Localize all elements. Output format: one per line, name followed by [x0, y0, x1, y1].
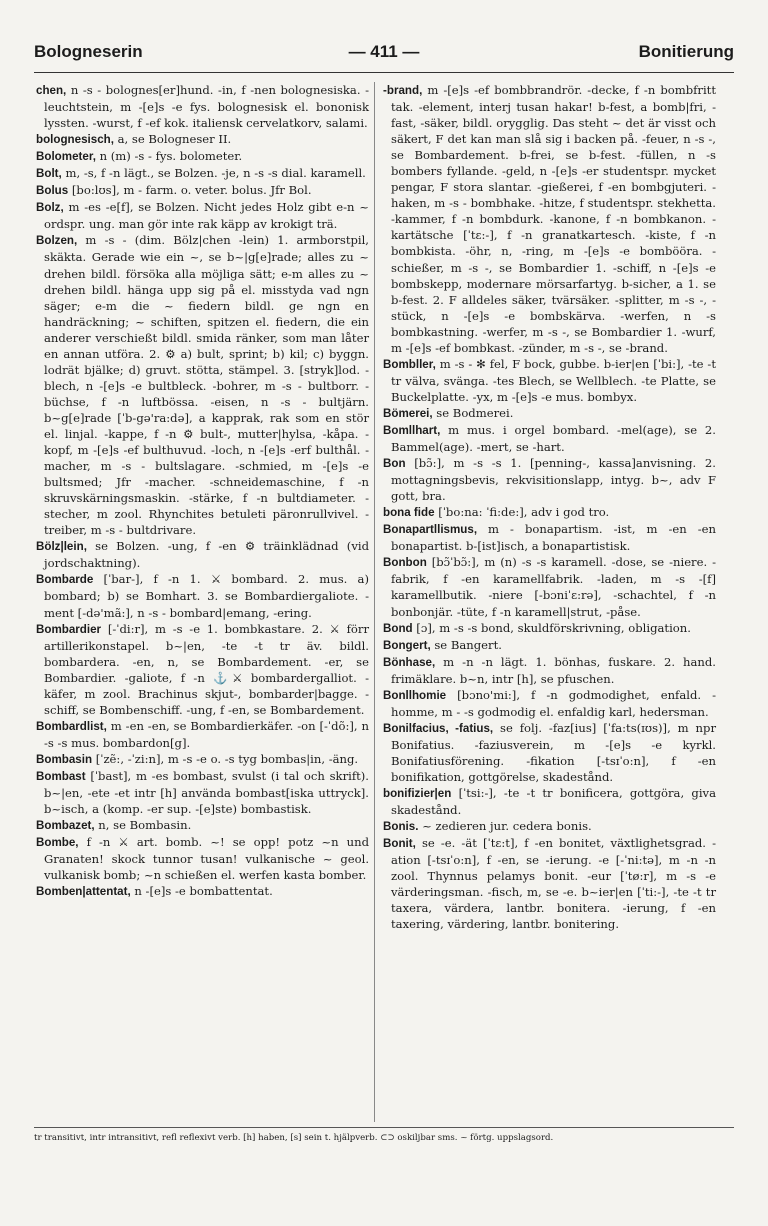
dictionary-entry — [36, 817, 369, 834]
entry-definition: m - bonapartism. -ist, m -en -en bonapartist. b-[ist]isch, a bonapartistisk. — [391, 522, 716, 554]
entry-definition: [ˈbo:na: ˈfi:de:], adv i god tro. — [434, 505, 610, 520]
dictionary-entry — [36, 718, 369, 751]
entry-headword: bonifizier|en — [383, 787, 452, 801]
entry-headword: Bonit, — [383, 837, 416, 851]
entry-headword: Bond — [383, 621, 413, 635]
entry-headword: Bombarde — [36, 573, 94, 587]
entry-headword: Bongert, — [383, 638, 431, 652]
dictionary-entry — [36, 768, 369, 817]
entry-headword: Bomllhart, — [383, 423, 441, 437]
entry-definition: [-ˈdi:r], m -s -e 1. bombkastare. 2. ⚔ förr artillerikonstapel. b~|en, -te -t tr äv. bildl. bombardera. -en, n, se Bombardement. -er, se Bombardier. -galiote, f -n ⚓⚔ bombardergalliot. -käfer, m zool. Brachinus skjut-, bombarder|bagge. -schiff, se Bombenschiff. -ung, f -en, se Bombardement. — [44, 621, 369, 717]
dictionary-entry — [383, 455, 716, 504]
entry-definition: [bɔno'mi:], f -n godmodighet, enfald. -homme, m - -s godmodig el. enfaldig karl, hedersman. — [391, 687, 716, 719]
entry-definition: se Bolzen. -ung, f -en ⚙ träinklädnad (vid jordschaktning). — [44, 539, 369, 571]
entry-headword: Bonllhomie — [383, 688, 447, 702]
dictionary-entry — [383, 521, 716, 554]
dictionary-entry — [36, 834, 369, 883]
entry-headword: chen, — [36, 84, 67, 97]
dictionary-entry — [383, 405, 716, 422]
entry-headword: -brand, — [383, 84, 423, 97]
abbreviation-footer: tr transitivt, intr intransitivt, refl reflexivt verb. [h] haben, [s] sein t. hjälpverb. ⊂⊃ oskiljbar sms. ~ förtg. uppslagsord. — [34, 1133, 554, 1143]
entry-definition: m -en -en, se Bombardierkäfer. -on [-ˈdõ:], n -s -s mus. bombardon[g]. — [44, 718, 369, 750]
column-divider — [374, 82, 375, 1122]
entry-headword: Bomben|attentat, — [36, 885, 131, 899]
entry-headword: bolognesisch, — [36, 133, 114, 147]
entry-headword: Bonapartllismus, — [383, 523, 478, 537]
entry-definition: [ˈtsi:-], -te -t tr bonificera, gottgöra, giva skadestånd. — [391, 786, 716, 818]
entry-definition: ~ zedieren jur. cedera bonis. — [418, 819, 592, 834]
entry-headword: Bombe, — [36, 836, 79, 850]
dictionary-entry — [36, 131, 369, 148]
entry-definition: m -n -n lägt. 1. bönhas, fuskare. 2. hand. frimäklare. b~n, intr [h], se pfuschen. — [391, 654, 716, 686]
entry-definition: [ˈzẽ:, -ˈzi:n], m -s -e o. -s tyg bombas|in, -äng. — [92, 751, 359, 766]
dictionary-entry — [36, 148, 369, 165]
entry-definition: [ˈbar-], f -n 1. ⚔ bombard. 2. mus. a) bombard; b) se Bomhart. 3. se Bombardiergaliote. -ment [-də'mã:], n -s - bombard|emang, -ering. — [44, 572, 369, 620]
entry-definition: se Bodmerei. — [432, 405, 514, 420]
entry-definition: [bɔ̃ˈbɔ̃:], m (n) -s -s karamell. -dose, se -niere. -fabrik, f -en karamellfabrik. -laden, m -s -[f] karamellbutik. -niere [-bɔniˈɛ:rə], -schachtel, f -n bonbonjär. -tüte, f -n karamell|strut, -påse. — [391, 555, 716, 619]
dictionary-entry — [36, 751, 369, 768]
entry-headword: Bolz, — [36, 201, 64, 215]
dictionary-entry — [383, 356, 716, 405]
entry-definition: f -n ⚔ art. bomb. ~! se opp! potz ~n und Granaten! skock tunnor tusan! vulkanische ~ geol. vulkanisk bomb; ~n schießen el. werfen kasta bomber. — [44, 835, 369, 883]
entry-definition: [bɔ̃:], m -s -s 1. [penning-, kassa]anvisning. 2. mottagningsbevis, rekvisitionslapp, intyg. b~, adv F gott, bra. — [391, 456, 716, 504]
dictionary-entry — [36, 883, 369, 900]
entry-definition: m -s - (dim. Bölz|chen -lein) 1. armborstpil, skäkta. Gerade wie ein ~, se b~|g[e]rade; alles zu ~ drehen bildl. försöka alla möjliga sätt; e-m alles zu ~ drehen bildl. hänga upp sig på el. misstyda vad ngn säger; e-m die ~ fiedern bildl. ge ngn en handräckning; ~ schiften, spitzen el. fiedern, die ein anderer verschießt bildl. smida ränker, som man låter en annan utföra. 2. ⚙ a) bult, sprint; b) kil; c) byggn. lodrät bjälke; d) gruvt. stötta, stämpel. 3. [stryk]lod. -blech, n -[e]s -e bultbleck. -bohrer, m -s - bultborr. -büchse, f -n luftbössa. -eisen, n -s - bultjärn. b~g[e]rade [ˈb-gə'ra:də], a kapprak, rak som en stör el. linjal. -kappe, f -n ⚙ bult-, mutter|hylsa, -kåpa. -kopf, m -[e]s -ef bulthuvud. -loch, n -[e]s -erf bulthål. -macher, m -s - bultslagare. -schmied, m -[e]s -e bultsmed; Jfr -macher. -schneidemaschine, f -n skruvskärningsmaskin. -stärke, f -n bultdiameter. -stecher, m zool. Rhynchites betuleti päronrullvivel. -treiber, m -s - bultdrivare. — [44, 233, 369, 538]
entry-definition: [ˈbast], m -es bombast, svulst (i tal och skrift). b~|en, -ete -et intr [h] använda bombast[iska uttryck]. b~isch, a (komp. -er sup. -[e]ste) bombastisk. — [44, 768, 369, 817]
entry-definition: se folj. -faz[ius] [ˈfa:ts(ɪʊs)], m npr Bonifatius. -faziusverein, m -[e]s -e kyrkl. Bonifatiusförening. -fikation [-tsɪˈo:n], f -en bonifikation, gottgörelse, skadestånd. — [391, 720, 716, 784]
dictionary-entry — [383, 654, 716, 687]
page-number: — 411 — — [348, 42, 420, 61]
entry-definition: m -s - ✻ fel, F bock, gubbe. b-ier|en [ˈbi:], -te -t tr välva, svänga. -tes Blech, se Wellblech. -te Platte, se Buckelplatte. -yx, m -[e]s -e mus. bombyx. — [391, 356, 716, 404]
entry-headword: Bolus — [36, 184, 69, 198]
entry-definition: m -[e]s -ef bombbrandrör. -decke, f -n bombfritt tak. -element, interj tusan hakar! b-fest, a bomb|fri, -fast, -säker, bildl. orygglig. Das steht ~ det är visst och säkert, F det kan man slå sig i backen på. -feuer, n -s -, se Bombardement. b-frei, se b-fest. -füllen, n -s bombers fyllande. -geld, n -[e]s -er studentspr. mycket pengar, F stora slantar. -gießerei, f -en bombgjuteri. -haken, m -s - bombhake. -hitze, f studentspr. stekhetta. -kammer, f -n bombdurk. -kanone, f -n bombkanon. -kartätsche [ˈtɛ:-], f -n granatkartesch. -kiste, f -n bombkista. -öhr, n, -ring, m -[e]s -e bombööra. -schießer, m -s -, se Bombardier 1. -schiff, n -[e]s -e bombskepp, modernare mörsarfartyg. b-sicher, a 1. se b-fest. 2. F alldeles säker, tvärsäker. -splitter, m -s -, -stück, n -[e]s -e bombskärva. -werfen, n -s bombkastning. -werfer, m -s -, se Bombardier 1. -wurf, m -[e]s -ef bombkast. -zünder, m -s -, se -brand. — [391, 83, 716, 355]
entry-definition: m mus. i orgel bombard. -mel(age), se 2. Bammel(age). -mert, se -hart. — [391, 422, 716, 455]
entry-definition: a, se Bologneser II. — [113, 132, 232, 147]
dictionary-entry — [383, 554, 716, 619]
entry-definition: n -s - bolognes[er]hund. -in, f -nen bolognesiska. -leuchtstein, m -[e]s -e fys. bolognesisk el. bononisk lyssten. -wurst, f -ef kok. italiensk cervelatkorv, salami. — [44, 83, 369, 131]
entry-definition: m, -s, f -n lägt., se Bolzen. -je, n -s -s dial. karamell. — [61, 166, 366, 181]
entry-definition: n, se Bombasin. — [94, 818, 192, 833]
entry-headword: Bon — [383, 457, 406, 471]
entry-definition: n (m) -s - fys. bolometer. — [95, 149, 243, 164]
entry-definition: [ɔ], m -s -s bond, skuldförskrivning, obligation. — [412, 620, 691, 635]
dictionary-entry — [383, 82, 716, 356]
dictionary-entry — [36, 165, 369, 182]
dictionary-entry — [383, 620, 716, 637]
dictionary-entry — [383, 504, 716, 521]
dictionary-entry — [383, 637, 716, 654]
dictionary-entry — [383, 687, 716, 720]
dictionary-entry — [36, 199, 369, 232]
entry-headword: Bönhase, — [383, 655, 436, 669]
entry-headword: Bölz|lein, — [36, 540, 87, 554]
entry-headword: Bolt, — [36, 167, 62, 181]
entry-headword: Bombardlist, — [36, 719, 107, 733]
page-header — [34, 42, 734, 68]
entry-definition: n -[e]s -e bombattentat. — [130, 884, 273, 899]
header-left-keyword: Bologneserin — [34, 42, 143, 61]
entry-headword: Bombazet, — [36, 819, 95, 833]
entry-headword: Bolometer, — [36, 150, 96, 164]
dictionary-entry — [383, 720, 716, 785]
entry-headword: Bombller, — [383, 357, 436, 371]
dictionary-entry — [36, 82, 369, 131]
entry-headword: Bonilfacius, -fatius, — [383, 721, 494, 735]
entry-headword: Bombardier — [36, 622, 102, 636]
dictionary-entry — [36, 571, 369, 620]
dictionary-entry — [383, 818, 716, 835]
left-column — [36, 82, 369, 900]
entry-headword: Bombast — [36, 769, 86, 783]
footer-rule — [34, 1127, 734, 1128]
header-rule — [34, 72, 734, 73]
dictionary-entry — [36, 538, 369, 571]
dictionary-entry — [36, 621, 369, 718]
entry-definition: se -e. -ät [ˈtɛ:t], f -en bonitet, växtlighetsgrad. -ation [-tsɪˈo:n], f -en, se -ierung. -e [-ˈni:tə], m -n -n zool. Thynnus pelamys bonit. -eur [ˈtø:r], m -s -e värderingsman. -fisch, m, se -e. b~ier|en [ˈti:-], -te -t tr taxera, värdera, lantbr. bonitera. -ierung, f -en taxering, värdering, lantbr. bonitering. — [391, 836, 716, 932]
entry-definition: m -es -e[f], se Bolzen. Nicht jedes Holz gibt e-n ~ ordspr. ung. man gör inte rak käpp av krokigt trä. — [44, 200, 369, 232]
dictionary-entry — [383, 835, 716, 932]
entry-headword: Bombasin — [36, 752, 93, 766]
dictionary-entry — [383, 785, 716, 818]
entry-headword: Bömerei, — [383, 406, 433, 420]
entry-headword: Bonbon — [383, 556, 427, 570]
entry-headword: Bonis. — [383, 820, 419, 834]
header-right-keyword: Bonitierung — [638, 42, 734, 61]
right-column — [383, 82, 716, 932]
dictionary-entry — [36, 232, 369, 538]
entry-headword: Bolzen, — [36, 234, 78, 248]
entry-definition: se Bangert. — [430, 637, 502, 652]
entry-definition: [bo:lʊs], m - farm. o. veter. bolus. Jfr Bol. — [68, 183, 312, 198]
dictionary-entry — [36, 182, 369, 199]
dictionary-entry — [383, 422, 716, 455]
entry-headword: bona fide — [383, 506, 435, 520]
